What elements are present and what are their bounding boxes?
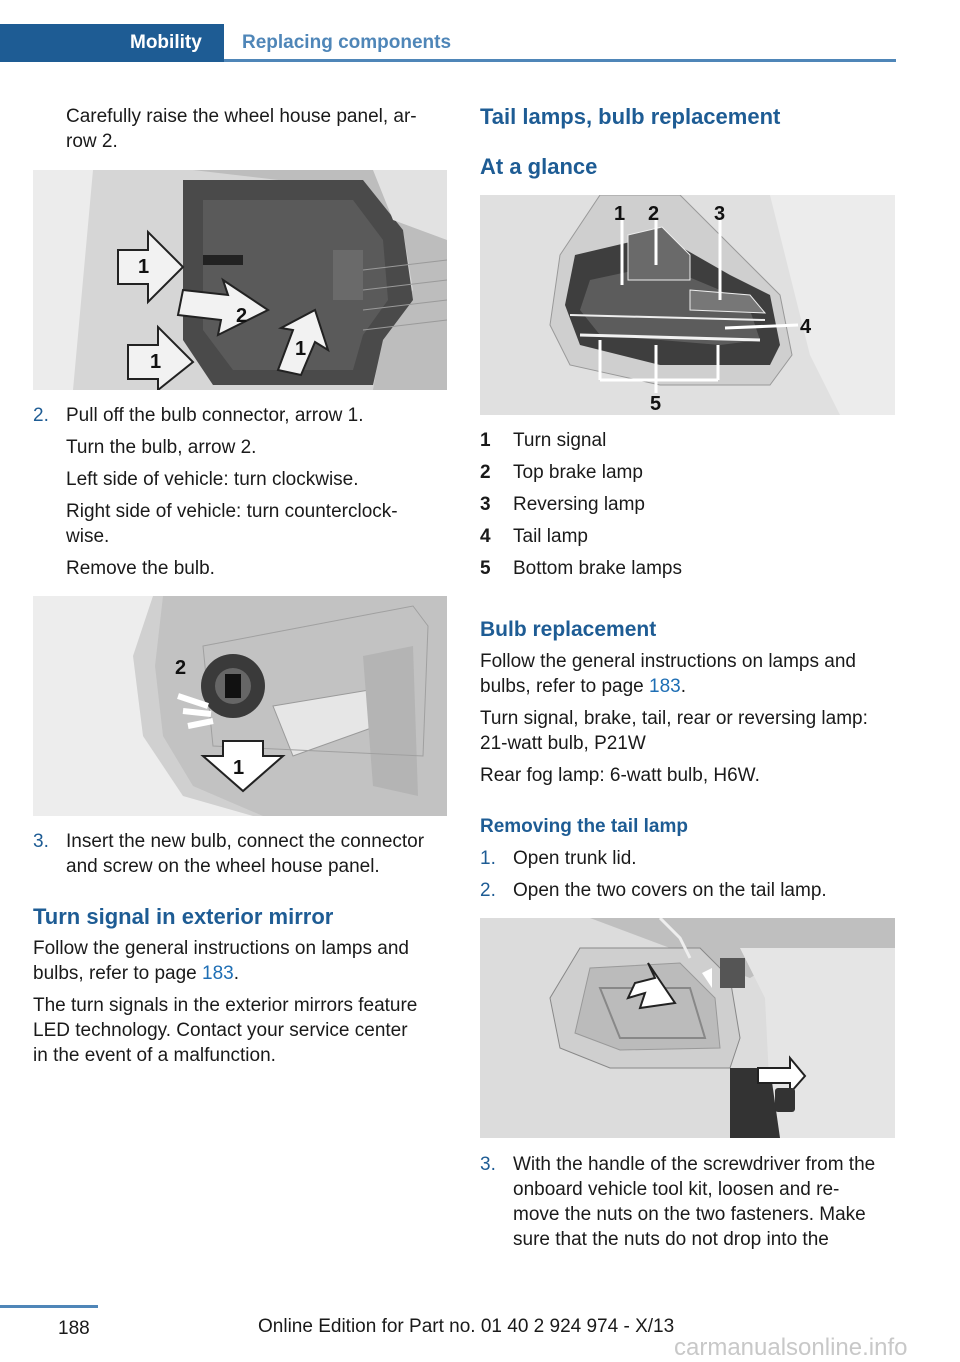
- section-heading-bulb-replacement: Bulb replacement: [480, 618, 657, 641]
- removal-step-3: [480, 1152, 900, 1256]
- paragraph-text: Follow the general instructions on lamps and bulbs, refer to page: [480, 651, 856, 697]
- legend-text: Tail lamp: [513, 526, 588, 547]
- step-body: Open trunk lid.: [513, 848, 637, 869]
- fig1-label-1a: 1: [138, 256, 150, 278]
- legend-number: 4: [480, 526, 491, 547]
- tail-fig-label-3: 3: [714, 203, 726, 225]
- intro-text: Carefully raise the wheel house panel, ar- row 2.: [66, 106, 417, 152]
- bulb-connector-figure: [33, 596, 447, 816]
- tail-fig-label-2: 2: [648, 203, 660, 225]
- step-number: 2.: [480, 880, 496, 901]
- page-reference-link[interactable]: 183: [202, 963, 234, 984]
- step-2: [33, 403, 447, 583]
- section-title[interactable]: Replacing components: [242, 32, 452, 53]
- bulb-paragraph-2: Turn signal, brake, tail, rear or reversing lamp: 21-watt bulb, P21W: [480, 708, 868, 754]
- step-number: 2.: [33, 405, 49, 426]
- mirror-paragraph-1: [33, 936, 453, 986]
- wheel-house-figure: [33, 170, 447, 390]
- paragraph-text: Follow the general instructions on lamps and bulbs, refer to page: [33, 938, 409, 984]
- page-reference-link[interactable]: 183: [649, 676, 681, 697]
- legend-text: Reversing lamp: [513, 494, 645, 515]
- step-number: 3.: [33, 831, 49, 852]
- section-heading-tail-lamps: Tail lamps, bulb replacement: [480, 104, 781, 129]
- subheading-removing-tail-lamp: Removing the tail lamp: [480, 816, 688, 837]
- tail-lamp-covers-figure: [480, 918, 895, 1138]
- step-body: Insert the new bulb, connect the connector and screw on the wheel house panel.: [66, 831, 425, 877]
- fig2-label-2: 2: [175, 657, 187, 679]
- subheading-at-a-glance: At a glance: [480, 154, 598, 179]
- fig1-label-1c: 1: [295, 338, 307, 360]
- step-line: Right side of vehicle: turn counterclock- wise.: [66, 501, 398, 547]
- page-number: 188: [58, 1318, 90, 1339]
- fig2-label-1: 1: [233, 757, 245, 779]
- legend-number: 2: [480, 462, 491, 483]
- tail-fig-label-1: 1: [614, 203, 626, 225]
- legend-text: Bottom brake lamps: [513, 558, 682, 579]
- tail-fig-label-4: 4: [800, 316, 812, 338]
- step-body: Open the two covers on the tail lamp.: [513, 880, 827, 901]
- legend-number: 3: [480, 494, 491, 515]
- step-line: Remove the bulb.: [66, 558, 215, 579]
- page-header: [0, 0, 960, 62]
- edition-footer: Online Edition for Part no. 01 40 2 924 974 - X/13: [258, 1316, 675, 1337]
- step-number: 1.: [480, 848, 496, 869]
- fig1-label-2: 2: [236, 305, 248, 327]
- watermark: carmanualsonline.info: [674, 1334, 908, 1361]
- tail-fig-label-5: 5: [650, 393, 662, 415]
- removal-step-2: [480, 878, 895, 903]
- bulb-paragraph-3: Rear fog lamp: 6-watt bulb, H6W.: [480, 765, 760, 786]
- legend-number: 1: [480, 430, 491, 451]
- chapter-tab[interactable]: Mobility: [0, 24, 224, 62]
- step-line: Turn the bulb, arrow 2.: [66, 437, 257, 458]
- step-line: Pull off the bulb connector, arrow 1.: [66, 405, 364, 426]
- tail-lamp-figure: [480, 195, 895, 415]
- step-line: Left side of vehicle: turn clockwise.: [66, 469, 359, 490]
- legend-text: Top brake lamp: [513, 462, 643, 483]
- mirror-paragraph-2: The turn signals in the exterior mirrors feature LED technology. Contact your service center in the event of a malfunction.: [33, 995, 418, 1066]
- paragraph-text: .: [680, 676, 686, 697]
- section-heading-mirror: Turn signal in exterior mirror: [33, 904, 334, 929]
- footer-rule: [0, 1305, 98, 1308]
- fig1-label-1b: 1: [150, 351, 162, 373]
- step-3: [33, 829, 447, 881]
- step-body: With the handle of the screwdriver from the onboard vehicle tool kit, loosen and re- move the nuts on the two fasteners. Make sure that the nuts do not drop into the: [513, 1154, 876, 1250]
- paragraph-text: .: [233, 963, 239, 984]
- bulb-paragraph-1: [480, 649, 900, 699]
- legend-text: Turn signal: [513, 430, 607, 451]
- step-body: [66, 403, 446, 581]
- removal-step-1: [480, 846, 895, 871]
- legend-number: 5: [480, 558, 491, 579]
- header-rule: [224, 59, 896, 62]
- step-number: 3.: [480, 1154, 496, 1175]
